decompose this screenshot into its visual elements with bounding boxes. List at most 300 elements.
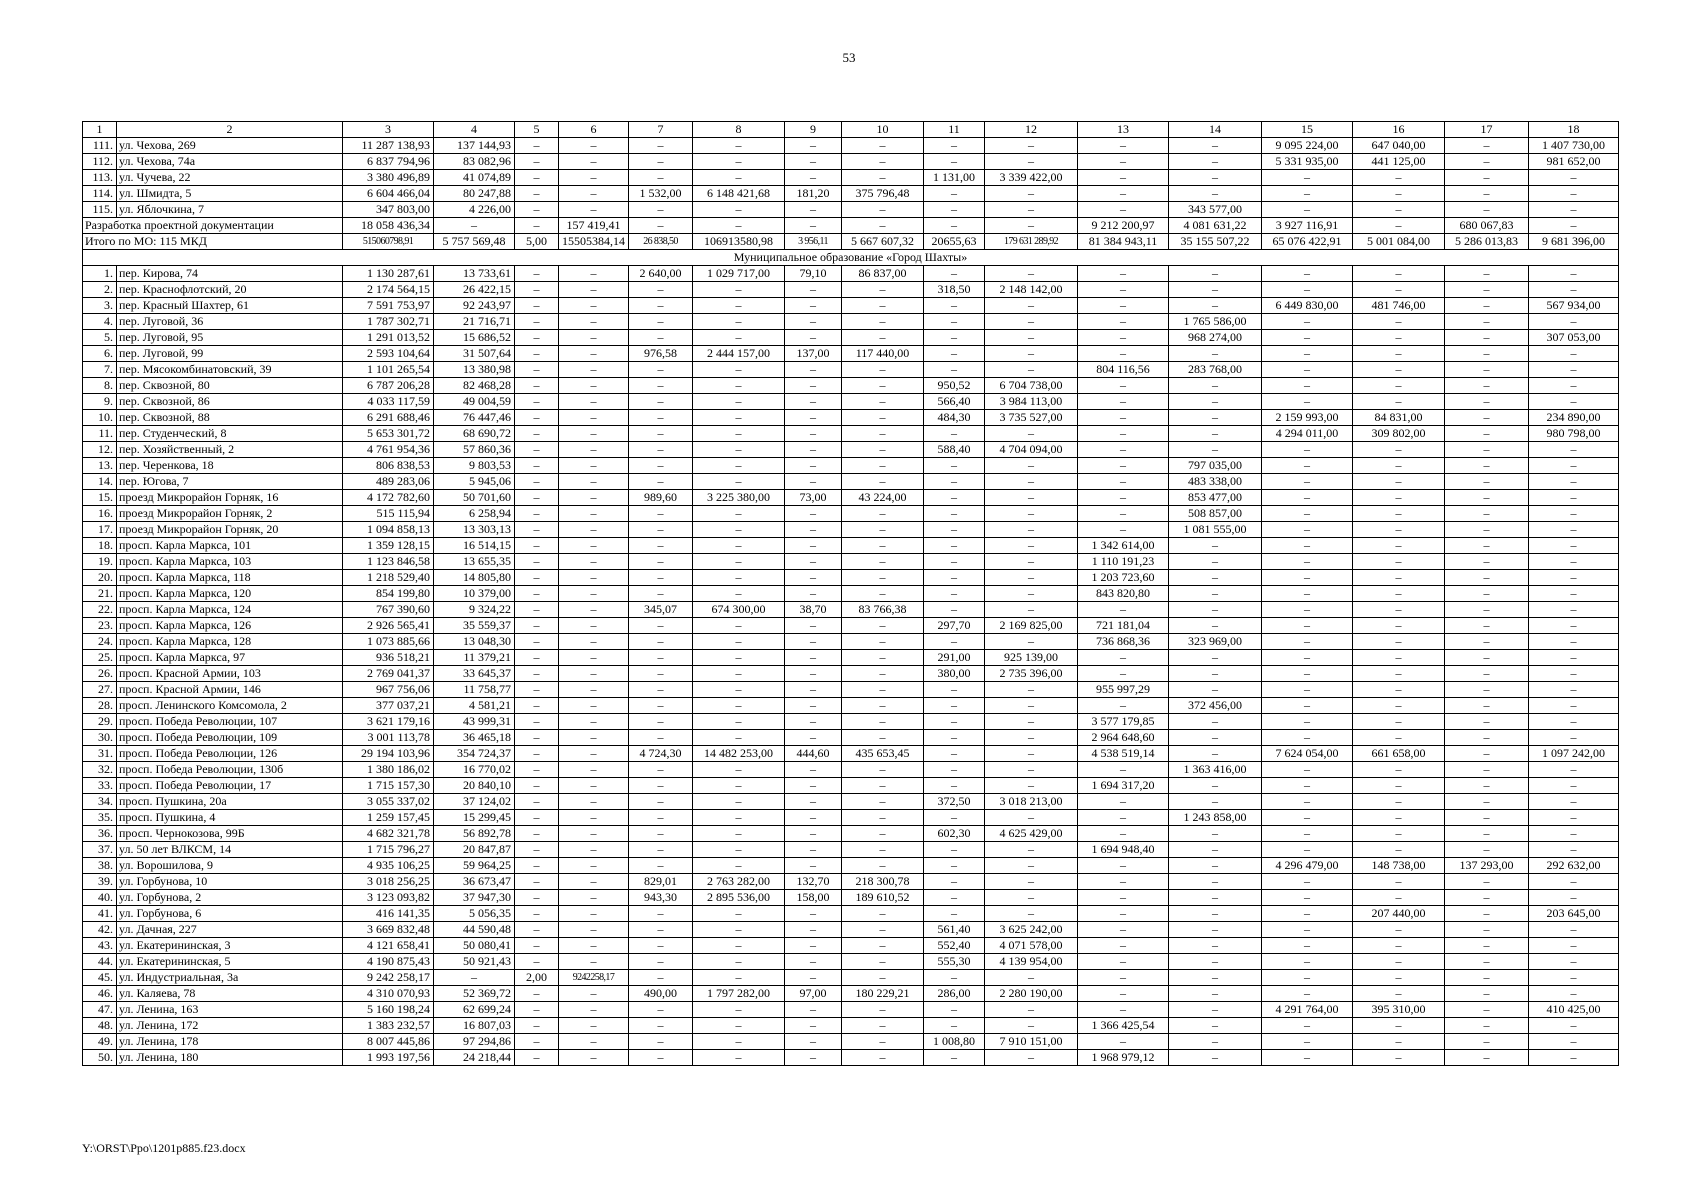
- table-cell: ул. Екатерининская, 5: [117, 954, 343, 970]
- table-cell: –: [924, 634, 985, 650]
- table-cell: –: [1262, 1034, 1353, 1050]
- table-cell: –: [693, 298, 785, 314]
- table-cell: –: [1445, 602, 1529, 618]
- table-cell: –: [1169, 666, 1262, 682]
- table-cell: –: [1078, 458, 1169, 474]
- table-cell: –: [1353, 970, 1445, 986]
- table-cell: –: [1353, 474, 1445, 490]
- table-cell: 2 763 282,00: [693, 874, 785, 890]
- table-cell: 83 766,38: [842, 602, 924, 618]
- table-cell: –: [1353, 570, 1445, 586]
- table-cell: 377 037,21: [343, 698, 434, 714]
- table-cell: –: [1353, 1050, 1445, 1066]
- table-cell: –: [629, 762, 693, 778]
- table-cell: –: [1529, 474, 1619, 490]
- table-row: [83, 890, 1619, 906]
- table-cell: –: [1169, 874, 1262, 890]
- table-cell: 4 761 954,36: [343, 442, 434, 458]
- table-cell: –: [1353, 618, 1445, 634]
- table-cell: –: [515, 618, 559, 634]
- table-cell: –: [559, 570, 629, 586]
- table-cell: –: [693, 442, 785, 458]
- table-cell: –: [985, 778, 1078, 794]
- table-cell: 767 390,60: [343, 602, 434, 618]
- table-cell: 6 787 206,28: [343, 378, 434, 394]
- table-cell: –: [693, 474, 785, 490]
- table-cell: –: [1353, 442, 1445, 458]
- table-row: [83, 154, 1619, 170]
- table-cell: –: [1078, 602, 1169, 618]
- table-cell: –: [1262, 266, 1353, 282]
- table-cell: пер. Студенческий, 8: [117, 426, 343, 442]
- table-cell: 967 756,06: [343, 682, 434, 698]
- table-cell: –: [985, 522, 1078, 538]
- table-cell: –: [515, 714, 559, 730]
- table-cell: 9.: [83, 394, 117, 410]
- table-cell: –: [1529, 554, 1619, 570]
- table-cell: –: [559, 170, 629, 186]
- table-cell: 6.: [83, 346, 117, 362]
- table-cell: 1 218 529,40: [343, 570, 434, 586]
- table-cell: –: [785, 218, 842, 234]
- table-cell: –: [1169, 426, 1262, 442]
- table-cell: –: [785, 522, 842, 538]
- table-cell: просп. Победа Революции, 126: [117, 746, 343, 762]
- table-cell: –: [693, 218, 785, 234]
- table-cell: –: [924, 554, 985, 570]
- table-cell: –: [1445, 282, 1529, 298]
- table-cell: –: [629, 794, 693, 810]
- table-cell: 57 860,36: [434, 442, 515, 458]
- table-cell: ул. Ленина, 163: [117, 1002, 343, 1018]
- table-cell: 81 384 943,11: [1078, 234, 1169, 250]
- table-row: [83, 330, 1619, 346]
- table-cell: –: [1529, 842, 1619, 858]
- table-cell: –: [515, 586, 559, 602]
- table-cell: –: [629, 458, 693, 474]
- table-cell: –: [559, 874, 629, 890]
- table-cell: 1 259 157,45: [343, 810, 434, 826]
- table-cell: –: [559, 938, 629, 954]
- table-cell: 1 715 157,30: [343, 778, 434, 794]
- table-cell: –: [559, 922, 629, 938]
- table-cell: –: [1169, 378, 1262, 394]
- table-cell: 114.: [83, 186, 117, 202]
- table-cell: –: [1353, 698, 1445, 714]
- table-cell: –: [629, 618, 693, 634]
- table-row: [83, 298, 1619, 314]
- table-cell: –: [693, 426, 785, 442]
- table-cell: –: [985, 186, 1078, 202]
- table-cell: 955 997,29: [1078, 682, 1169, 698]
- table-cell: –: [559, 426, 629, 442]
- table-cell: –: [693, 922, 785, 938]
- table-cell: –: [1529, 954, 1619, 970]
- table-cell: –: [693, 1034, 785, 1050]
- table-cell: –: [559, 1002, 629, 1018]
- table-cell: –: [629, 410, 693, 426]
- table-cell: 2 169 825,00: [985, 618, 1078, 634]
- table-cell: –: [693, 618, 785, 634]
- table-cell: –: [985, 842, 1078, 858]
- table-row: [83, 1050, 1619, 1066]
- table-cell: 59 964,25: [434, 858, 515, 874]
- table-cell: –: [693, 906, 785, 922]
- table-row: [83, 746, 1619, 762]
- table-cell: –: [629, 218, 693, 234]
- table-cell: ул. Горбунова, 10: [117, 874, 343, 890]
- table-cell: 189 610,52: [842, 890, 924, 906]
- table-cell: –: [515, 874, 559, 890]
- table-cell: 15 299,45: [434, 810, 515, 826]
- table-cell: –: [559, 778, 629, 794]
- table-cell: 950,52: [924, 378, 985, 394]
- table-cell: –: [785, 666, 842, 682]
- table-cell: 3 625 242,00: [985, 922, 1078, 938]
- table-cell: 13 655,35: [434, 554, 515, 570]
- table-cell: –: [1445, 954, 1529, 970]
- table-cell: –: [1262, 506, 1353, 522]
- table-cell: –: [785, 634, 842, 650]
- table-cell: 38.: [83, 858, 117, 874]
- table-cell: –: [559, 986, 629, 1002]
- table-cell: –: [1445, 410, 1529, 426]
- table-cell: просп. Красной Армии, 146: [117, 682, 343, 698]
- table-cell: –: [842, 282, 924, 298]
- table-cell: –: [1169, 538, 1262, 554]
- table-cell: –: [1353, 266, 1445, 282]
- table-cell: 47.: [83, 1002, 117, 1018]
- table-cell: 5 653 301,72: [343, 426, 434, 442]
- table-cell: –: [985, 314, 1078, 330]
- table-row: [83, 618, 1619, 634]
- table-cell: 989,60: [629, 490, 693, 506]
- table-cell: –: [1353, 506, 1445, 522]
- table-row: [83, 666, 1619, 682]
- table-cell: 7.: [83, 362, 117, 378]
- table-cell: просп. Пушкина, 20а: [117, 794, 343, 810]
- table-cell: 4 724,30: [629, 746, 693, 762]
- table-cell: 33 645,37: [434, 666, 515, 682]
- table-cell: –: [785, 410, 842, 426]
- column-header: 14: [1169, 122, 1262, 138]
- table-row: [83, 986, 1619, 1002]
- table-cell: –: [1445, 362, 1529, 378]
- table-cell: –: [515, 458, 559, 474]
- table-cell: –: [785, 1002, 842, 1018]
- table-cell: –: [559, 490, 629, 506]
- table-cell: –: [1529, 314, 1619, 330]
- table-row: [83, 554, 1619, 570]
- table-row: [83, 970, 1619, 986]
- table-cell: 797 035,00: [1169, 458, 1262, 474]
- table-cell: –: [1445, 138, 1529, 154]
- table-cell: –: [559, 298, 629, 314]
- table-cell: 16 807,03: [434, 1018, 515, 1034]
- table-cell: 34.: [83, 794, 117, 810]
- table-cell: –: [985, 138, 1078, 154]
- table-cell: –: [985, 714, 1078, 730]
- table-cell: –: [1078, 810, 1169, 826]
- table-cell: 6 291 688,46: [343, 410, 434, 426]
- table-cell: 203 645,00: [1529, 906, 1619, 922]
- table-cell: –: [1529, 490, 1619, 506]
- table-cell: 111.: [83, 138, 117, 154]
- table-cell: –: [515, 794, 559, 810]
- table-cell: просп. Чернокозова, 99Б: [117, 826, 343, 842]
- table-row: [83, 170, 1619, 186]
- table-cell: –: [629, 826, 693, 842]
- table-cell: 1 407 730,00: [1529, 138, 1619, 154]
- table-cell: –: [1445, 714, 1529, 730]
- table-row: [83, 1034, 1619, 1050]
- table-cell: 968 274,00: [1169, 330, 1262, 346]
- table-cell: –: [693, 554, 785, 570]
- table-cell: 981 652,00: [1529, 154, 1619, 170]
- table-cell: –: [515, 858, 559, 874]
- table-cell: –: [515, 186, 559, 202]
- table-cell: –: [1529, 202, 1619, 218]
- table-cell: 41.: [83, 906, 117, 922]
- table-cell: 36.: [83, 826, 117, 842]
- table-cell: –: [515, 442, 559, 458]
- table-cell: ул. Чучева, 22: [117, 170, 343, 186]
- table-cell: –: [693, 1050, 785, 1066]
- table-cell: 602,30: [924, 826, 985, 842]
- table-cell: –: [1353, 330, 1445, 346]
- table-cell: 6 604 466,04: [343, 186, 434, 202]
- table-cell: –: [1169, 1002, 1262, 1018]
- table-cell: –: [785, 778, 842, 794]
- design-documentation-row: [83, 218, 1619, 234]
- table-cell: –: [1445, 298, 1529, 314]
- table-cell: –: [629, 474, 693, 490]
- table-cell: –: [924, 714, 985, 730]
- table-cell: –: [1262, 490, 1353, 506]
- table-cell: 5 056,35: [434, 906, 515, 922]
- table-cell: 15505384,14: [559, 234, 629, 250]
- table-cell: –: [1445, 666, 1529, 682]
- table-cell: –: [1353, 1034, 1445, 1050]
- table-cell: –: [559, 1018, 629, 1034]
- table-cell: –: [1529, 586, 1619, 602]
- table-cell: –: [1262, 538, 1353, 554]
- table-cell: –: [559, 474, 629, 490]
- table-cell: 4 172 782,60: [343, 490, 434, 506]
- table-cell: –: [693, 714, 785, 730]
- table-cell: –: [1262, 714, 1353, 730]
- table-cell: –: [693, 730, 785, 746]
- section-title: Муниципальное образование «Город Шахты»: [83, 250, 1619, 266]
- table-cell: –: [1529, 938, 1619, 954]
- table-cell: –: [1353, 362, 1445, 378]
- table-row: [83, 634, 1619, 650]
- table-cell: –: [785, 538, 842, 554]
- table-cell: 372 456,00: [1169, 698, 1262, 714]
- table-cell: –: [985, 1002, 1078, 1018]
- table-cell: –: [1353, 794, 1445, 810]
- table-cell: –: [1529, 266, 1619, 282]
- table-cell: –: [1169, 986, 1262, 1002]
- table-cell: –: [629, 698, 693, 714]
- table-cell: 4 296 479,00: [1262, 858, 1353, 874]
- table-cell: –: [629, 522, 693, 538]
- table-cell: 441 125,00: [1353, 154, 1445, 170]
- table-cell: –: [693, 138, 785, 154]
- table-cell: 2 640,00: [629, 266, 693, 282]
- table-cell: –: [515, 730, 559, 746]
- table-cell: –: [515, 954, 559, 970]
- table-cell: –: [1529, 378, 1619, 394]
- document-table: [82, 121, 1619, 1066]
- table-cell: –: [985, 346, 1078, 362]
- table-cell: –: [515, 842, 559, 858]
- table-cell: –: [785, 442, 842, 458]
- table-cell: просп. Победа Революции, 107: [117, 714, 343, 730]
- table-cell: –: [693, 506, 785, 522]
- table-cell: –: [559, 506, 629, 522]
- column-header: 1: [83, 122, 117, 138]
- table-cell: 42.: [83, 922, 117, 938]
- table-row: [83, 506, 1619, 522]
- table-cell: –: [1445, 986, 1529, 1002]
- table-cell: –: [842, 1002, 924, 1018]
- table-cell: 35 559,37: [434, 618, 515, 634]
- table-cell: 721 181,04: [1078, 618, 1169, 634]
- table-cell: –: [1353, 1018, 1445, 1034]
- table-cell: –: [1353, 842, 1445, 858]
- table-cell: –: [924, 570, 985, 586]
- table-cell: –: [559, 602, 629, 618]
- table-cell: –: [842, 842, 924, 858]
- table-cell: –: [985, 426, 1078, 442]
- table-cell: 395 310,00: [1353, 1002, 1445, 1018]
- table-cell: –: [785, 938, 842, 954]
- table-cell: –: [842, 362, 924, 378]
- column-header: 3: [343, 122, 434, 138]
- table-cell: 11 287 138,93: [343, 138, 434, 154]
- table-cell: –: [693, 378, 785, 394]
- table-cell: –: [1353, 490, 1445, 506]
- table-cell: 5 757 569,48: [434, 234, 515, 250]
- table-cell: –: [842, 698, 924, 714]
- table-cell: 50 080,41: [434, 938, 515, 954]
- column-header: 6: [559, 122, 629, 138]
- table-cell: –: [924, 298, 985, 314]
- table-row: [83, 730, 1619, 746]
- table-cell: –: [1262, 474, 1353, 490]
- table-cell: 6 148 421,68: [693, 186, 785, 202]
- table-cell: ул. Ленина, 180: [117, 1050, 343, 1066]
- column-header: 12: [985, 122, 1078, 138]
- table-cell: –: [1353, 170, 1445, 186]
- table-cell: 35.: [83, 810, 117, 826]
- table-cell: –: [842, 1034, 924, 1050]
- table-cell: проезд Микрорайон Горняк, 16: [117, 490, 343, 506]
- table-cell: –: [1262, 826, 1353, 842]
- table-cell: 2,00: [515, 970, 559, 986]
- table-cell: 29 194 103,96: [343, 746, 434, 762]
- table-cell: 14.: [83, 474, 117, 490]
- table-cell: просп. Карла Маркса, 103: [117, 554, 343, 570]
- table-cell: –: [1445, 394, 1529, 410]
- table-cell: –: [559, 266, 629, 282]
- table-cell: –: [1445, 618, 1529, 634]
- table-cell: 27.: [83, 682, 117, 698]
- table-cell: –: [559, 650, 629, 666]
- table-cell: просп. Карла Маркса, 124: [117, 602, 343, 618]
- table-cell: –: [785, 394, 842, 410]
- table-cell: –: [1529, 538, 1619, 554]
- table-cell: 286,00: [924, 986, 985, 1002]
- table-cell: 17.: [83, 522, 117, 538]
- table-cell: –: [1078, 1002, 1169, 1018]
- table-cell: –: [1078, 858, 1169, 874]
- table-cell: –: [1353, 986, 1445, 1002]
- table-cell: –: [1445, 506, 1529, 522]
- table-cell: –: [842, 906, 924, 922]
- table-cell: –: [1169, 778, 1262, 794]
- table-cell: –: [842, 298, 924, 314]
- table-cell: –: [785, 858, 842, 874]
- table-cell: 980 798,00: [1529, 426, 1619, 442]
- table-cell: 36 465,18: [434, 730, 515, 746]
- table-row: [83, 698, 1619, 714]
- table-row: [83, 186, 1619, 202]
- table-cell: –: [842, 762, 924, 778]
- table-cell: –: [1445, 266, 1529, 282]
- table-cell: –: [1169, 746, 1262, 762]
- table-cell: 3 018 256,25: [343, 874, 434, 890]
- table-cell: 82 468,28: [434, 378, 515, 394]
- table-cell: –: [629, 202, 693, 218]
- table-cell: ул. Ленина, 178: [117, 1034, 343, 1050]
- table-cell: –: [629, 842, 693, 858]
- table-cell: –: [515, 170, 559, 186]
- table-row: [83, 874, 1619, 890]
- table-cell: –: [1445, 970, 1529, 986]
- table-cell: –: [842, 474, 924, 490]
- table-cell: пер. Красный Шахтер, 61: [117, 298, 343, 314]
- table-cell: 180 229,21: [842, 986, 924, 1002]
- table-cell: –: [1078, 474, 1169, 490]
- table-cell: –: [924, 970, 985, 986]
- table-cell: –: [1169, 858, 1262, 874]
- table-cell: –: [842, 586, 924, 602]
- table-cell: –: [559, 906, 629, 922]
- table-cell: –: [559, 346, 629, 362]
- table-cell: 2 964 648,60: [1078, 730, 1169, 746]
- table-cell: –: [629, 1034, 693, 1050]
- table-cell: 20.: [83, 570, 117, 586]
- table-cell: 4 294 011,00: [1262, 426, 1353, 442]
- table-cell: –: [1262, 202, 1353, 218]
- table-cell: 4 226,00: [434, 202, 515, 218]
- table-cell: 4 704 094,00: [985, 442, 1078, 458]
- column-header-row: [83, 122, 1619, 138]
- table-cell: 10 379,00: [434, 586, 515, 602]
- table-cell: 2 444 157,00: [693, 346, 785, 362]
- table-cell: –: [1445, 762, 1529, 778]
- table-cell: –: [1169, 154, 1262, 170]
- table-cell: 309 802,00: [1353, 426, 1445, 442]
- table-cell: –: [693, 1002, 785, 1018]
- table-cell: 4 121 658,41: [343, 938, 434, 954]
- table-cell: 33.: [83, 778, 117, 794]
- section-title-row: [83, 250, 1619, 266]
- table-cell: –: [515, 138, 559, 154]
- table-cell: –: [1445, 170, 1529, 186]
